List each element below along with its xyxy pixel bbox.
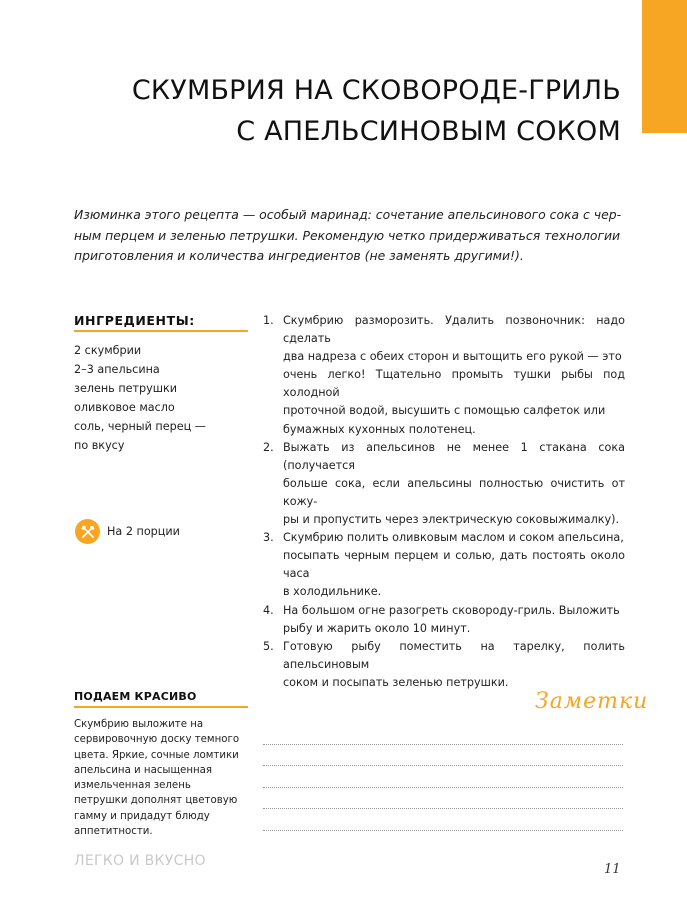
serving-divider bbox=[74, 706, 248, 708]
step-line: Готовую рыбу поместить на тарелку, полить апельсиновым bbox=[283, 639, 625, 671]
step-number: 5. bbox=[263, 639, 274, 653]
serving-line: гамму и придадут блюду bbox=[74, 810, 210, 822]
serving-line: петрушки дополнят цветовую bbox=[74, 795, 238, 807]
serving-line: цвета. Яркие, сочные ломтики bbox=[74, 749, 239, 761]
step-item bbox=[263, 638, 625, 692]
step-item bbox=[263, 439, 625, 529]
step-number: 2. bbox=[263, 440, 274, 454]
step-line: соком и посыпать зеленью петрушки. bbox=[283, 675, 509, 689]
note-line bbox=[263, 808, 623, 809]
step-item bbox=[263, 312, 625, 439]
recipe-title-line-1: СКУМБРИЯ НА СКОВОРОДЕ-ГРИЛЬ bbox=[131, 75, 621, 106]
note-line bbox=[263, 830, 623, 831]
portion-info bbox=[75, 519, 180, 544]
note-line bbox=[263, 744, 623, 745]
serving-line: измельченная зелень bbox=[74, 780, 191, 792]
intro-line-3: приготовления и количества ингредиентов (не заменять другими!). bbox=[74, 248, 524, 263]
serving-text bbox=[74, 717, 246, 839]
ingredient-item: 2 скумбрии bbox=[74, 344, 142, 357]
step-line: Выжать из апельсинов не менее 1 стакана сока (получается bbox=[283, 440, 625, 472]
recipe-steps bbox=[263, 312, 625, 692]
fork-spoon-icon bbox=[75, 519, 100, 544]
step-item bbox=[263, 602, 625, 638]
page-number: 11 bbox=[604, 862, 621, 877]
step-number: 4. bbox=[263, 603, 274, 617]
step-line: два надреза с обеих сторон и вытощить его рукой — это bbox=[283, 350, 622, 364]
step-line: Скумбрию полить оливковым маслом и соком апельсина, bbox=[283, 531, 624, 545]
step-number: 3. bbox=[263, 531, 274, 545]
intro-line-1: Изюминка этого рецепта — особый маринад: сочетание апельсинового сока с чер- bbox=[74, 207, 622, 222]
step-line: очень легко! Тщательно промыть тушки рыбы под холодной bbox=[283, 368, 625, 400]
footer-section-title: ЛЕГКО И ВКУСНО bbox=[74, 853, 206, 869]
ingredients-heading: ИНГРЕДИЕНТЫ: bbox=[74, 313, 195, 328]
step-number: 1. bbox=[263, 314, 274, 327]
ingredients-divider bbox=[74, 330, 248, 332]
recipe-title bbox=[60, 70, 621, 152]
note-line bbox=[263, 765, 623, 766]
notes-title: Заметки bbox=[535, 689, 649, 714]
ingredients-list bbox=[74, 341, 206, 455]
step-item bbox=[263, 529, 625, 601]
accent-bar bbox=[642, 0, 687, 133]
serving-line: Скумбрию выложите на bbox=[74, 719, 204, 730]
ingredient-item: соль, черный перец — bbox=[74, 420, 206, 433]
step-line: Скумбрию разморозить. Удалить позвоночник: надо сделать bbox=[283, 314, 625, 346]
portion-label: На 2 порции bbox=[107, 525, 180, 538]
step-line: в холодильнике. bbox=[283, 585, 382, 599]
step-line: бумажных кухонных полотенец. bbox=[283, 422, 476, 436]
ingredient-item: оливковое масло bbox=[74, 401, 175, 414]
step-line: рыбу и жарить около 10 минут. bbox=[283, 621, 471, 635]
ingredient-item: по вкусу bbox=[74, 439, 125, 452]
recipe-intro bbox=[74, 205, 626, 267]
serving-line: апельсина и насыщенная bbox=[74, 764, 213, 776]
serving-line: аппетитности. bbox=[74, 826, 153, 838]
serving-line: сервировочную доску темного bbox=[74, 734, 240, 746]
step-line: посыпать черным перцем и солью, дать постоять около часа bbox=[283, 549, 625, 581]
recipe-title-line-2: С АПЕЛЬСИНОВЫМ СОКОМ bbox=[236, 116, 621, 147]
serving-heading: ПОДАЕМ КРАСИВО bbox=[74, 690, 197, 703]
ingredient-item: 2–3 апельсина bbox=[74, 363, 160, 376]
step-line: больше сока, если апельсины полностью очистить от кожу- bbox=[283, 476, 625, 508]
step-line: На большом огне разогреть сковороду-гриль. Выложить bbox=[283, 603, 620, 617]
step-line: ры и пропустить через электрическую соковыжималку). bbox=[283, 513, 620, 527]
ingredient-item: зелень петрушки bbox=[74, 382, 178, 395]
note-line bbox=[263, 787, 623, 788]
intro-line-2: ным перцем и зеленью петрушки. Рекомендую четко придерживаться технологии bbox=[74, 227, 621, 243]
step-line: проточной водой, высушить с помощью салфеток или bbox=[283, 404, 606, 418]
